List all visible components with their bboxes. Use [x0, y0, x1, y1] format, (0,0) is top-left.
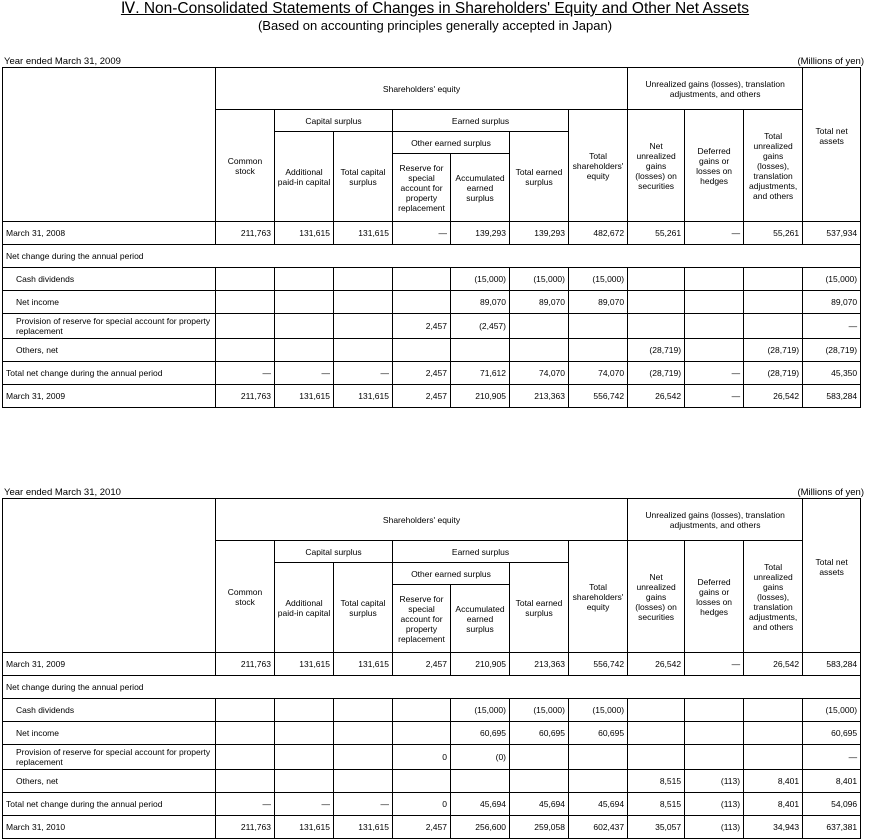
table-cell: [334, 745, 393, 770]
table-cell: [393, 699, 451, 722]
header-unrealized-group: Unrealized gains (losses), translation adjustments, and others: [628, 68, 803, 110]
header-deferred-hedges: Deferred gains or losses on hedges: [685, 110, 744, 222]
table-cell: [628, 268, 685, 291]
table-cell: [744, 268, 803, 291]
table-cell: 210,905: [451, 385, 510, 408]
table-row: [3, 816, 861, 839]
table-cell: 60,695: [510, 722, 569, 745]
table-cell: 74,070: [569, 362, 628, 385]
table-cell: 8,401: [744, 793, 803, 816]
header-total-net-assets: Total net assets: [803, 499, 861, 653]
table-cell: 45,694: [451, 793, 510, 816]
table-cell: 2,457: [393, 385, 451, 408]
table-cell: 2,457: [393, 653, 451, 676]
table-cell: 213,363: [510, 653, 569, 676]
row-label: Others, net: [3, 770, 216, 793]
table-cell: 537,934: [803, 222, 861, 245]
table-cell: —: [275, 793, 334, 816]
table-cell: [393, 770, 451, 793]
table-cell: 35,057: [628, 816, 685, 839]
header-deferred-hedges: Deferred gains or losses on hedges: [685, 541, 744, 653]
table-row: [3, 770, 861, 793]
table-cell: (15,000): [569, 699, 628, 722]
table-cell: (0): [451, 745, 510, 770]
header-total-net-assets: Total net assets: [803, 68, 861, 222]
table-row: [3, 653, 861, 676]
table-cell: [744, 745, 803, 770]
table-cell: [685, 745, 744, 770]
header-total-unrealized: Total unrealized gains (losses), translation adjustments, and others: [744, 541, 803, 653]
table-cell: [744, 722, 803, 745]
table-cell: [216, 339, 275, 362]
row-label: March 31, 2009: [3, 385, 216, 408]
header-blank: [3, 499, 216, 653]
row-label: Net change during the annual period: [3, 676, 861, 699]
table-cell: (15,000): [510, 699, 569, 722]
table-row: [3, 268, 861, 291]
table-cell: 2,457: [393, 816, 451, 839]
header-capital-surplus: Capital surplus: [275, 541, 393, 563]
table-cell: [510, 339, 569, 362]
period-label: Year ended March 31, 2010: [4, 487, 121, 498]
table-cell: [744, 699, 803, 722]
table-cell: [216, 268, 275, 291]
table-cell: (15,000): [803, 699, 861, 722]
header-additional-paid-in: Additional paid-in capital: [275, 563, 334, 653]
table-row: [3, 362, 861, 385]
table-cell: —: [803, 745, 861, 770]
row-label: Net income: [3, 722, 216, 745]
table-cell: 2,457: [393, 314, 451, 339]
table-cell: (15,000): [451, 268, 510, 291]
table-cell: 637,381: [803, 816, 861, 839]
table-cell: [216, 314, 275, 339]
table-cell: [685, 722, 744, 745]
table-cell: 60,695: [451, 722, 510, 745]
table-cell: 211,763: [216, 816, 275, 839]
table-cell: (15,000): [569, 268, 628, 291]
table-cell: [569, 770, 628, 793]
table-cell: (28,719): [628, 362, 685, 385]
header-capital-surplus: Capital surplus: [275, 110, 393, 132]
header-total-capital-surplus: Total capital surplus: [334, 132, 393, 222]
header-other-earned-surplus: Other earned surplus: [393, 132, 510, 154]
table-cell: (113): [685, 816, 744, 839]
table-cell: [685, 699, 744, 722]
table-cell: 34,943: [744, 816, 803, 839]
table-cell: 211,763: [216, 653, 275, 676]
table-cell: 213,363: [510, 385, 569, 408]
table-cell: [510, 314, 569, 339]
row-label: Total net change during the annual period: [3, 793, 216, 816]
table-cell: —: [685, 653, 744, 676]
equity-statement-table: [2, 67, 861, 408]
table-cell: 26,542: [628, 653, 685, 676]
table-cell: 60,695: [803, 722, 861, 745]
table-cell: [628, 291, 685, 314]
table-cell: 131,615: [334, 385, 393, 408]
table-cell: [569, 745, 628, 770]
table-cell: 26,542: [628, 385, 685, 408]
equity-statement-table: [2, 498, 861, 839]
table-cell: [685, 339, 744, 362]
header-net-unrealized-securities: Net unrealized gains (losses) on securities: [628, 541, 685, 653]
header-net-unrealized-securities: Net unrealized gains (losses) on securities: [628, 110, 685, 222]
table-cell: [275, 699, 334, 722]
table-cell: 89,070: [803, 291, 861, 314]
table-cell: —: [334, 793, 393, 816]
table-cell: [569, 314, 628, 339]
table-cell: 55,261: [628, 222, 685, 245]
header-other-earned-surplus: Other earned surplus: [393, 563, 510, 585]
table-cell: 2,457: [393, 362, 451, 385]
table-cell: [628, 722, 685, 745]
table-cell: [216, 722, 275, 745]
table-cell: (28,719): [628, 339, 685, 362]
table-cell: [685, 291, 744, 314]
table-cell: [216, 699, 275, 722]
table-cell: [275, 291, 334, 314]
table-cell: [275, 770, 334, 793]
table-cell: —: [685, 222, 744, 245]
table-cell: 45,350: [803, 362, 861, 385]
table-cell: [216, 770, 275, 793]
header-additional-paid-in: Additional paid-in capital: [275, 132, 334, 222]
table-cell: 26,542: [744, 653, 803, 676]
row-label: Cash dividends: [3, 268, 216, 291]
header-common-stock: Common stock: [216, 541, 275, 653]
table-cell: 210,905: [451, 653, 510, 676]
table-cell: [275, 745, 334, 770]
table-cell: (113): [685, 770, 744, 793]
table-cell: 131,615: [275, 222, 334, 245]
table-cell: [685, 268, 744, 291]
table-cell: 74,070: [510, 362, 569, 385]
table-cell: [628, 745, 685, 770]
row-label: Total net change during the annual period: [3, 362, 216, 385]
page-subtitle: (Based on accounting principles generally accepted in Japan): [257, 18, 613, 33]
table-cell: 583,284: [803, 653, 861, 676]
header-accumulated-earned-surplus: Accumulated earned surplus: [451, 154, 510, 222]
table-cell: [334, 339, 393, 362]
header-reserve-special-account: Reserve for special account for property replacement: [393, 585, 451, 653]
table-cell: 54,096: [803, 793, 861, 816]
table-cell: 131,615: [334, 653, 393, 676]
row-label: Cash dividends: [3, 699, 216, 722]
table-cell: 131,615: [334, 816, 393, 839]
table-cell: (28,719): [744, 362, 803, 385]
header-reserve-special-account: Reserve for special account for property replacement: [393, 154, 451, 222]
table-cell: [334, 314, 393, 339]
header-unrealized-group: Unrealized gains (losses), translation adjustments, and others: [628, 499, 803, 541]
table-cell: 482,672: [569, 222, 628, 245]
table-cell: (113): [685, 793, 744, 816]
table-cell: 8,401: [803, 770, 861, 793]
header-earned-surplus: Earned surplus: [393, 110, 569, 132]
table-cell: (28,719): [803, 339, 861, 362]
table-cell: [334, 699, 393, 722]
table-cell: 55,261: [744, 222, 803, 245]
table-row: [3, 245, 861, 268]
page-title: Ⅳ. Non-Consolidated Statements of Changes in Shareholders' Equity and Other Net Assets: [120, 0, 750, 17]
table-cell: [510, 745, 569, 770]
table-cell: 0: [393, 745, 451, 770]
header-total-earned-surplus: Total earned surplus: [510, 563, 569, 653]
units-label: (Millions of yen): [797, 487, 864, 498]
table-cell: 71,612: [451, 362, 510, 385]
table-cell: 26,542: [744, 385, 803, 408]
table-cell: 256,600: [451, 816, 510, 839]
table-cell: —: [334, 362, 393, 385]
table-row: [3, 722, 861, 745]
table-cell: 211,763: [216, 222, 275, 245]
table-cell: 139,293: [510, 222, 569, 245]
table-cell: [275, 268, 334, 291]
row-label: March 31, 2010: [3, 816, 216, 839]
table-cell: 45,694: [569, 793, 628, 816]
table-cell: [393, 291, 451, 314]
table-cell: 89,070: [451, 291, 510, 314]
header-shareholders-equity: Shareholders' equity: [216, 499, 628, 541]
header-common-stock: Common stock: [216, 110, 275, 222]
table-cell: [275, 339, 334, 362]
table-cell: 259,058: [510, 816, 569, 839]
table-cell: [275, 722, 334, 745]
table-cell: [393, 268, 451, 291]
table-cell: [451, 339, 510, 362]
row-label: Provision of reserve for special account for property replacement: [3, 314, 216, 339]
table-cell: 556,742: [569, 385, 628, 408]
table-cell: [569, 339, 628, 362]
table-cell: [393, 339, 451, 362]
table-cell: [685, 314, 744, 339]
header-blank: [3, 68, 216, 222]
table-cell: 211,763: [216, 385, 275, 408]
table-row: [3, 699, 861, 722]
header-earned-surplus: Earned surplus: [393, 541, 569, 563]
table-cell: [275, 314, 334, 339]
table-cell: [334, 770, 393, 793]
table-cell: 8,515: [628, 770, 685, 793]
table-cell: —: [803, 314, 861, 339]
table-cell: (15,000): [510, 268, 569, 291]
table-row: [3, 314, 861, 339]
table-cell: 60,695: [569, 722, 628, 745]
table-cell: (15,000): [451, 699, 510, 722]
table-cell: [451, 770, 510, 793]
table-cell: 89,070: [510, 291, 569, 314]
table-cell: [216, 745, 275, 770]
table-cell: 45,694: [510, 793, 569, 816]
table-cell: 89,070: [569, 291, 628, 314]
table-cell: —: [685, 385, 744, 408]
table-cell: —: [216, 793, 275, 816]
table-cell: —: [275, 362, 334, 385]
header-total-capital-surplus: Total capital surplus: [334, 563, 393, 653]
table-row: [3, 222, 861, 245]
table-row: [3, 291, 861, 314]
header-accumulated-earned-surplus: Accumulated earned surplus: [451, 585, 510, 653]
table-cell: (28,719): [744, 339, 803, 362]
table-cell: 556,742: [569, 653, 628, 676]
table-row: [3, 793, 861, 816]
table-cell: [744, 314, 803, 339]
row-label: Others, net: [3, 339, 216, 362]
table-cell: —: [216, 362, 275, 385]
table-row: [3, 339, 861, 362]
table-cell: 602,437: [569, 816, 628, 839]
table-cell: 583,284: [803, 385, 861, 408]
table-cell: 131,615: [275, 385, 334, 408]
row-label: Provision of reserve for special account for property replacement: [3, 745, 216, 770]
table-cell: 131,615: [334, 222, 393, 245]
table-cell: [510, 770, 569, 793]
table-cell: [744, 291, 803, 314]
table-cell: —: [685, 362, 744, 385]
table-cell: [628, 314, 685, 339]
table-cell: [216, 291, 275, 314]
row-label: Net change during the annual period: [3, 245, 861, 268]
table-cell: [628, 699, 685, 722]
period-label: Year ended March 31, 2009: [4, 56, 121, 67]
table-cell: 0: [393, 793, 451, 816]
table-cell: [334, 268, 393, 291]
row-label: Net income: [3, 291, 216, 314]
table-cell: 131,615: [275, 816, 334, 839]
header-total-earned-surplus: Total earned surplus: [510, 132, 569, 222]
header-total-shareholders-equity: Total shareholders' equity: [569, 541, 628, 653]
table-cell: (2,457): [451, 314, 510, 339]
table-cell: 139,293: [451, 222, 510, 245]
units-label: (Millions of yen): [797, 56, 864, 67]
table-cell: 8,401: [744, 770, 803, 793]
table-cell: [334, 722, 393, 745]
table-cell: —: [393, 222, 451, 245]
table-row: [3, 385, 861, 408]
table-row: [3, 676, 861, 699]
table-cell: (15,000): [803, 268, 861, 291]
table-cell: [393, 722, 451, 745]
table-cell: 131,615: [275, 653, 334, 676]
row-label: March 31, 2009: [3, 653, 216, 676]
header-total-unrealized: Total unrealized gains (losses), translation adjustments, and others: [744, 110, 803, 222]
table-cell: [334, 291, 393, 314]
header-shareholders-equity: Shareholders' equity: [216, 68, 628, 110]
table-cell: 8,515: [628, 793, 685, 816]
header-total-shareholders-equity: Total shareholders' equity: [569, 110, 628, 222]
table-row: [3, 745, 861, 770]
row-label: March 31, 2008: [3, 222, 216, 245]
